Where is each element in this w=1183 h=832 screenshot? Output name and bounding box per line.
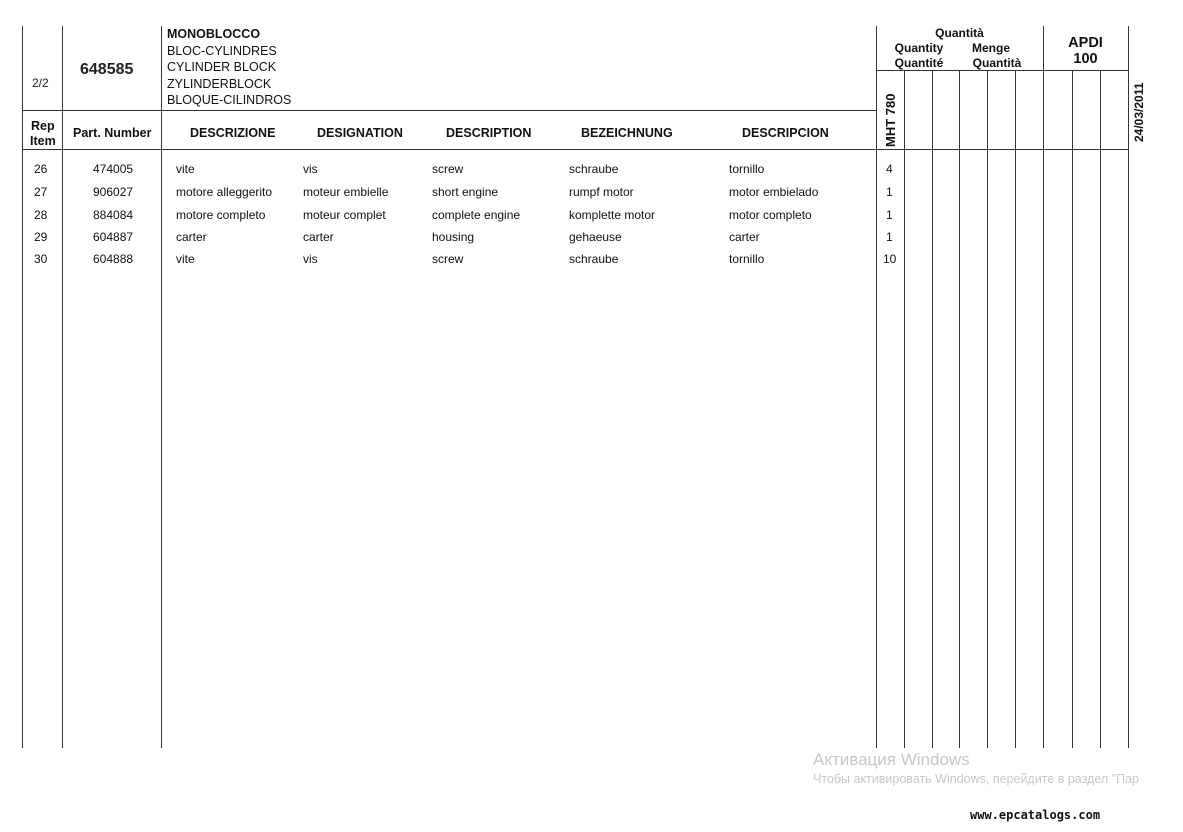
german-description-header: BEZEICHNUNG	[581, 126, 673, 140]
quantity-label-fr: Quantité	[894, 56, 944, 70]
qty-col-line	[987, 70, 988, 748]
qty-col-line	[1072, 70, 1073, 748]
table-row	[0, 252, 900, 274]
quantity-label-de: Menge	[971, 41, 1010, 55]
group-part-number: 648585	[80, 61, 134, 78]
title-german: ZYLINDERBLOCK	[167, 76, 272, 91]
left-border	[22, 26, 23, 748]
qty-col-line	[959, 70, 960, 748]
part-number-header: Part. Number	[73, 126, 152, 140]
italian-description-header: DESCRIZIONE	[190, 126, 276, 140]
german-cell: rumpf motor	[569, 185, 634, 199]
page-number: 2/2	[32, 76, 49, 90]
french-description-header: DESIGNATION	[317, 126, 403, 140]
windows-activation-title: Активация Windows	[813, 750, 970, 769]
german-cell: schraube	[569, 252, 619, 266]
italian-cell: vite	[176, 252, 195, 266]
divider-rep-part	[62, 26, 63, 748]
title-rule	[22, 110, 876, 111]
site-url[interactable]: www.epcatalogs.com	[970, 808, 1101, 822]
spanish-cell: motor embielado	[729, 185, 819, 199]
column-header-rule	[22, 149, 1128, 150]
model-bottom: 100	[1073, 51, 1098, 67]
parts-table-body	[0, 162, 900, 282]
spanish-cell: tornillo	[729, 252, 765, 266]
quantity-header	[876, 26, 1043, 41]
spanish-cell: motor completo	[729, 208, 812, 222]
german-cell: schraube	[569, 162, 619, 176]
rep-cell: 26	[34, 162, 48, 176]
group-titles	[167, 26, 291, 109]
part-number-cell: 604887	[93, 230, 134, 244]
quantity-label-es: Quantità	[972, 56, 1022, 70]
english-cell: housing	[432, 230, 475, 244]
table-row	[0, 185, 900, 207]
qty-col-line	[1015, 70, 1016, 748]
part-number-cell: 906027	[93, 185, 134, 199]
german-cell: komplette motor	[569, 208, 656, 222]
catalog-date: 24/03/2011	[1132, 82, 1146, 142]
quantity-label-en: Quantity	[894, 41, 944, 55]
table-row	[0, 230, 900, 252]
title-english: CYLINDER BLOCK	[167, 60, 277, 74]
quantity-cell: 1	[886, 185, 893, 199]
french-cell: moteur embielle	[303, 185, 389, 199]
qty-col-line	[1100, 70, 1101, 748]
quantity-cell: 1	[886, 230, 893, 244]
spanish-cell: carter	[729, 230, 760, 244]
item-header: Item	[30, 134, 56, 148]
right-border	[1128, 26, 1129, 748]
table-row	[0, 162, 900, 184]
italian-cell: carter	[176, 230, 207, 244]
divider-desc-qty	[876, 26, 877, 748]
title-spanish: BLOQUE-CILINDROS	[167, 93, 292, 107]
rep-cell: 30	[34, 252, 48, 266]
italian-cell: vite	[176, 162, 195, 176]
spanish-cell: tornillo	[729, 162, 765, 176]
english-description-header: DESCRIPTION	[446, 126, 532, 140]
english-cell: complete engine	[432, 208, 521, 222]
qty-col-line	[932, 70, 933, 748]
model-code	[1043, 35, 1128, 67]
windows-activation-text: Чтобы активировать Windows, перейдите в раздел "Пар	[813, 772, 1139, 786]
quantity-cell: 4	[886, 162, 893, 176]
machine-column-label: MHT 780	[883, 93, 898, 147]
english-cell: screw	[432, 252, 464, 266]
qty-col-line	[1043, 26, 1044, 748]
title-french: BLOC-CYLINDRES	[167, 43, 277, 58]
spanish-description-header: DESCRIPCION	[742, 126, 829, 140]
english-cell: screw	[432, 162, 464, 176]
french-cell: moteur complet	[303, 208, 386, 222]
qty-col-line	[904, 70, 905, 748]
english-cell: short engine	[432, 185, 499, 199]
french-cell: vis	[303, 252, 318, 266]
rep-item-header	[30, 119, 56, 149]
quantity-cell: 1	[886, 208, 893, 222]
rep-cell: 29	[34, 230, 48, 244]
quantity-label-it: Quantità	[935, 26, 984, 40]
part-number-cell: 474005	[93, 162, 134, 176]
german-cell: gehaeuse	[569, 230, 622, 244]
title-italian: MONOBLOCCO	[167, 27, 261, 41]
part-number-cell: 604888	[93, 252, 134, 266]
quantity-cell: 10	[883, 252, 897, 266]
rep-header: Rep	[31, 119, 55, 133]
rep-cell: 28	[34, 208, 48, 222]
french-cell: vis	[303, 162, 318, 176]
model-top: APDI	[1068, 35, 1103, 51]
divider-part-desc	[161, 26, 162, 748]
french-cell: carter	[303, 230, 334, 244]
table-row	[0, 208, 900, 230]
italian-cell: motore completo	[176, 208, 266, 222]
rep-cell: 27	[34, 185, 48, 199]
part-number-cell: 884084	[93, 208, 134, 222]
italian-cell: motore alleggerito	[176, 185, 273, 199]
